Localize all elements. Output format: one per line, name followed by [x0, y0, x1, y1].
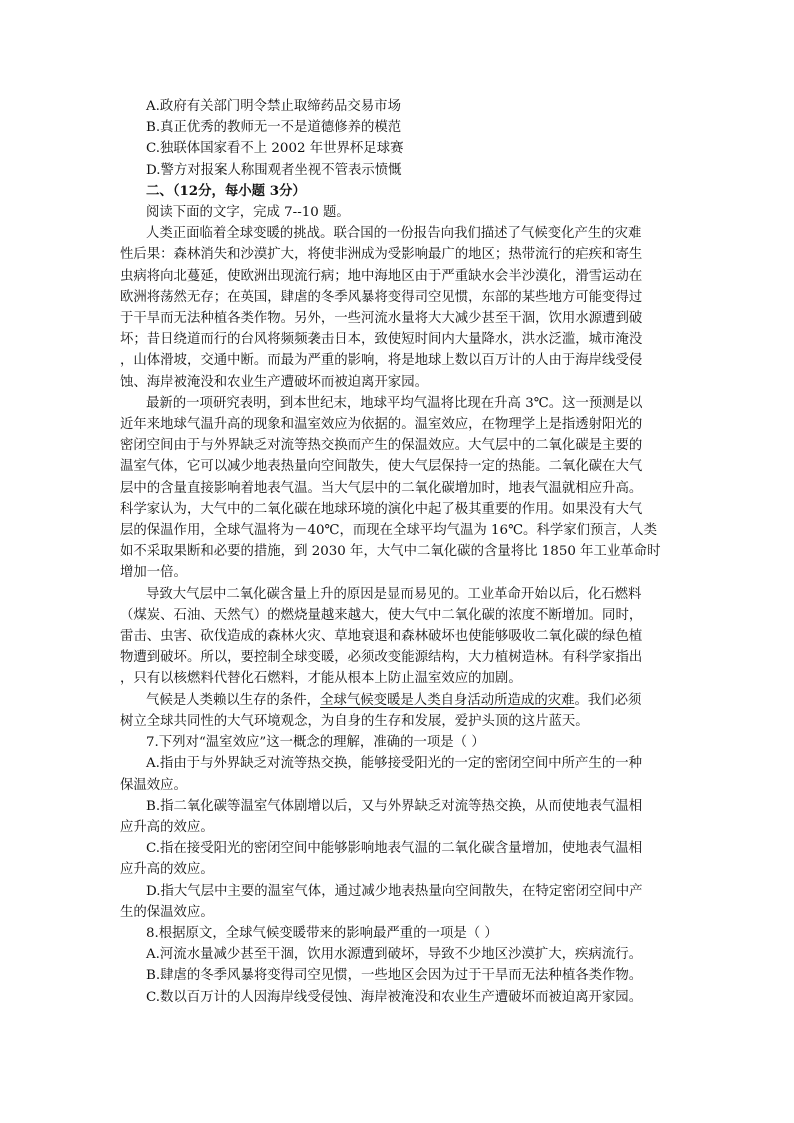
option-d: D.警方对报案人称围观者坐视不管表示愤慨 — [146, 162, 402, 178]
passage-paragraph — [120, 690, 675, 732]
passage-line: 近年来地球气温升高的现象和温室效应为依据的。温室效应，在物理学上是指透射阳光的 — [120, 417, 643, 433]
option-a: A.政府有关部门明令禁止取缔药品交易市场 — [146, 99, 401, 114]
passage-line: 物遭到破坏。所以，要控制全球变暖，必须改变能源结构，大力植树造林。有科学家指出 — [120, 650, 643, 666]
passage-line: 虫病将向北蔓延，使欧洲出现流行病；地中海地区由于严重缺水会半沙漠化，滑雪运动在 — [120, 268, 643, 284]
previous-question-options — [120, 96, 675, 181]
question-stem: 7.下列对“温室效应”这一概念的理解，准确的一项是（ ） — [146, 735, 485, 751]
section-heading: 二、（12分，每小题 3分） — [146, 182, 306, 199]
question-stem: 8.根据原文，全球气候变暖带来的影响最严重的一项是（ ） — [146, 925, 498, 941]
text-span: 气候是人类赖以生存的条件， — [146, 692, 321, 708]
passage-line: （煤炭、石油、天然气）的燃烧量越来越大，使大气中二氧化碳的浓度不断增加。同时， — [120, 607, 643, 623]
passage-line: 欧洲将荡然无存；在英国，肆虐的冬季风暴将变得司空见惯，东部的某些地方可能变得过 — [120, 289, 643, 305]
question-8 — [120, 923, 675, 1008]
answer-option-d-cont: 生的保温效应。 — [120, 904, 214, 920]
underlined-sentence: 全球气候变暖是人类自身活动所造成的灾难 — [320, 692, 575, 708]
passage-line: ，只有以核燃料代替化石燃料，才能从根本上防止温室效应的加剧。 — [120, 671, 522, 687]
answer-option-b[interactable]: B.肆虐的冬季风暴将变得司空见惯，一些地区会因为过于干旱而无法种植各类作物。 — [146, 968, 643, 984]
passage-line: 科学家认为，大气中的二氧化碳在地球环境的演化中起了极其重要的作用。如果没有大气 — [120, 501, 643, 517]
answer-option-a[interactable]: A.河流水量减少甚至干涸，饮用水源遭到破坏，导致不少地区沙漠扩大，疾病流行。 — [146, 947, 642, 963]
answer-option-c[interactable]: C.指在接受阳光的密闭空间中能够影响地表气温的二氧化碳含量增加，使地表气温相 — [146, 841, 643, 857]
passage-line: 层的保温作用，全球气温将为－40℃，而现在全球平均气温为 16℃。科学家们预言，人类 — [120, 523, 657, 539]
passage-line — [120, 690, 675, 711]
answer-option-b[interactable]: B.指二氧化碳等温室气体剧增以后，又与外界缺乏对流等热交换，从而使地表气温相 — [146, 798, 643, 814]
reading-instruction: 阅读下面的文字，完成 7--10 题。 — [146, 205, 350, 221]
option-b: B.真正优秀的教师无一不是道德修养的模范 — [146, 120, 402, 136]
answer-option-b-cont: 应升高的效应。 — [120, 819, 214, 835]
passage-line: 雷击、虫害、砍伐造成的森林火灾、草地衰退和森林破坏也使能够吸收二氧化碳的绿色植 — [120, 629, 643, 645]
answer-option-a[interactable]: A.指由于与外界缺乏对流等热交换，能够接受阳光的一定的密闭空间中所产生的一种 — [146, 756, 642, 772]
passage-paragraph — [120, 584, 675, 690]
answer-option-c[interactable]: C.数以百万计的人因海岸线受侵蚀、海岸被淹没和农业生产遭破坏而被迫离开家园。 — [146, 989, 643, 1005]
answer-option-d[interactable]: D.指大气层中主要的温室气体，通过减少地表热量向空间散失，在特定密闭空间中产 — [146, 883, 643, 899]
passage-line: 层中的含量直接影响着地表气温。当大气层中的二氧化碳增加时，地表气温就相应升高。 — [120, 480, 643, 496]
passage-line: 坏；昔日绕道而行的台风将频频袭击日本，致使短时间内大量降水，洪水泛滥，城市淹没 — [120, 332, 643, 348]
passage-line: 增加一倍。 — [120, 565, 187, 581]
question-7 — [120, 732, 675, 923]
passage — [120, 223, 675, 732]
passage-paragraph — [120, 393, 675, 584]
passage-line: 于干旱而无法种植各类作物。另外，一些河流水量将大大减少甚至干涸，饮用水源遭到破 — [120, 311, 643, 327]
passage-line: 树立全球共同性的大气环境观念，为自身的生存和发展，爱护头顶的这片蓝天。 — [120, 713, 589, 729]
document-content — [120, 96, 675, 1008]
answer-option-c-cont: 应升高的效应。 — [120, 862, 214, 878]
option-c: C.独联体国家看不上 2002 年世界杯足球赛 — [146, 141, 404, 157]
passage-line: 蚀、海岸被淹没和农业生产遭破坏而被迫离开家园。 — [120, 374, 428, 390]
passage-paragraph — [120, 223, 675, 393]
passage-line: 如不采取果断和必要的措施，到 2030 年，大气中二氧化碳的含量将比 1850 年工业革命时 — [120, 544, 661, 560]
passage-line: 性后果：森林消失和沙漠扩大，将使非洲成为受影响最广的地区；热带流行的疟疾和寄生 — [120, 247, 643, 263]
passage-line: 最新的一项研究表明，到本世纪末，地球平均气温将比现在升高 3℃。这一预测是以 — [146, 395, 643, 411]
answer-option-a-cont: 保温效应。 — [120, 777, 187, 793]
passage-line: 密闭空间由于与外界缺乏对流等热交换而产生的保温效应。大气层中的二氧化碳是主要的 — [120, 438, 643, 454]
passage-line: 温室气体，它可以减少地表热量向空间散失，使大气层保持一定的热能。二氧化碳在大气 — [120, 459, 643, 475]
passage-line: ，山体滑坡，交通中断。而最为严重的影响，将是地球上数以百万计的人由于海岸线受侵 — [120, 353, 643, 369]
passage-line: 人类正面临着全球变暖的挑战。联合国的一份报告向我们描述了气候变化产生的灾难 — [146, 226, 642, 242]
passage-line: 导致大气层中二氧化碳含量上升的原因是显而易见的。工业革命开始以后，化石燃料 — [146, 586, 642, 602]
text-span: 。我们必须 — [574, 692, 642, 708]
